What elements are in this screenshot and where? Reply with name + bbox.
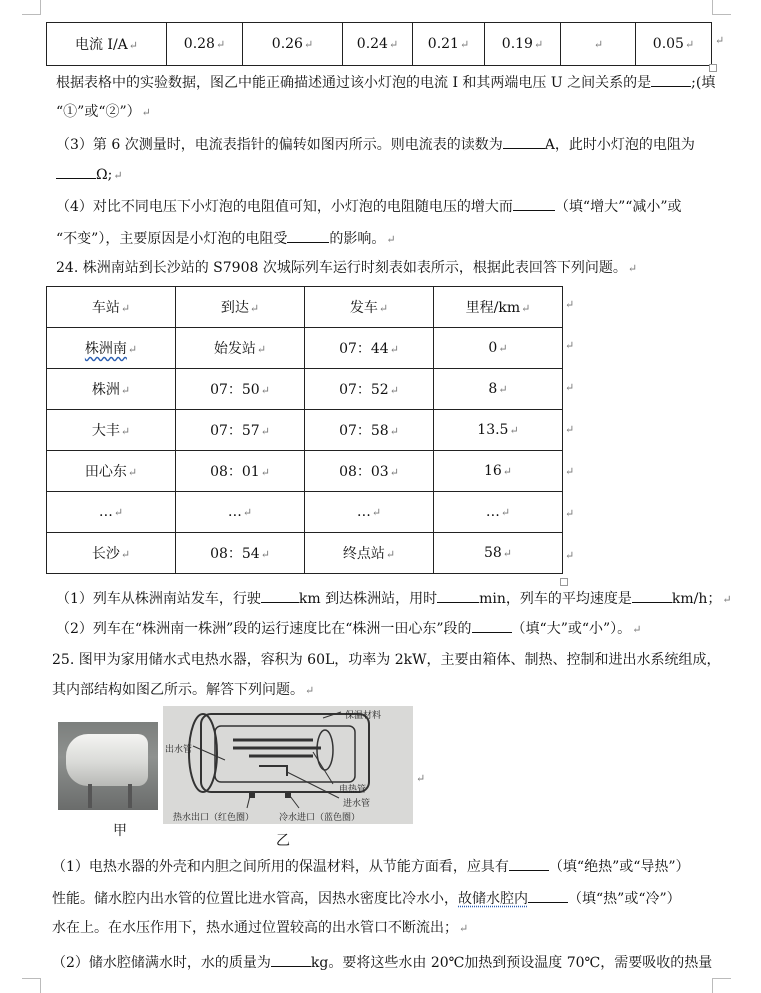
answer-blank[interactable] [56,164,96,179]
row-end-mark: ↵ [565,549,575,562]
q23-part4-line1: （4）对比不同电压下小灯泡的电阻值可知，小灯泡的电阻随电压的增大而 （填“增大”“减小”或 [56,196,682,217]
answer-blank[interactable] [632,588,672,603]
mileage-cell: 13.5↵ [434,410,563,451]
q23-part4-line2: “不变”），主要原因是小灯泡的电阻受 的影响。↵ [56,228,396,250]
table-row [47,369,563,410]
water-heater-structure-diagram [163,706,413,824]
current-cell: 0.26↵ [243,23,343,66]
current-cell: 0.21↵ [413,23,485,66]
arrive-cell: …↵ [176,492,305,533]
arrive-cell: 08：01↵ [176,451,305,492]
mileage-cell: 16↵ [434,451,563,492]
row-end-mark: ↵ [565,465,575,478]
current-cell: 0.24↵ [343,23,413,66]
depart-cell: 07：52↵ [305,369,434,410]
q23-line2: “①”或“②”）↵ [56,104,151,120]
current-cell: 0.05↵ [636,23,712,66]
row-end-mark: ↵ [565,339,575,352]
answer-blank[interactable] [261,588,299,603]
table-row [47,328,563,369]
depart-cell: 08：03↵ [305,451,434,492]
mileage-cell: 0↵ [434,328,563,369]
answer-blank[interactable] [271,952,311,967]
arrive-cell: 07：50↵ [176,369,305,410]
q23-part3-line1: （3）第 6 次测量时，电流表指针的偏转如图丙所示。则电流表的读数为 A，此时小灯泡的电阻为 [56,134,695,155]
answer-blank[interactable] [651,72,691,87]
q25-intro-line2: 其内部结构如图乙所示。解答下列问题。↵ [52,682,315,698]
station-cell: 长沙↵ [47,533,176,574]
label-insulation: 保温材料 [345,711,382,721]
crop-mark-bottom-left [22,978,41,993]
current-table [46,22,712,66]
crop-mark-top-right [712,0,731,15]
current-cell: 0.28↵ [167,23,243,66]
row-end-mark: ↵ [715,34,725,47]
current-header-cell: 电流 I/A↵ [47,23,167,66]
label-inlet-pipe: 进水管 [343,799,371,809]
q25-part1-line2: 性能。储水腔内出水管的位置比进水管高，因热水密度比冷水小，故储水腔内 （填“热”或“冷”） [52,888,681,909]
train-timetable [46,286,563,574]
depart-cell: 07：44↵ [305,328,434,369]
label-hot-outlet: 热水出口（红色圈） [173,813,255,823]
header-mileage: 里程/km↵ [434,287,563,328]
mileage-cell: 8↵ [434,369,563,410]
station-cell: 大丰↵ [47,410,176,451]
table-row [47,451,563,492]
heater-pipe-shape [88,784,92,808]
depart-cell: 终点站↵ [305,533,434,574]
depart-cell: 07：58↵ [305,410,434,451]
answer-blank[interactable] [509,856,549,871]
station-cell: 株洲↵ [47,369,176,410]
q25-part1-line1: （1）电热水器的外壳和内胆之间所用的保温材料，从节能方面看，应具有 （填“绝热”或“导热”） [52,856,690,877]
q24-part1: （1）列车从株洲南站发车，行驶 km 到达株洲站，用时 min，列车的平均速度是 km/h；↵ [56,588,732,610]
current-cell: 0.19↵ [485,23,561,66]
para-mark: ↵ [416,772,426,785]
heater-pipe-shape [128,784,132,808]
figure-yi-caption: 乙 [276,833,290,849]
table-row [47,492,563,533]
depart-cell: …↵ [305,492,434,533]
table-row [47,23,712,66]
arrive-cell: 08：54↵ [176,533,305,574]
label-cold-inlet: 冷水进口（蓝色圈） [279,813,361,823]
arrive-cell: 07：57↵ [176,410,305,451]
label-outlet-pipe: 出水管 [165,745,193,755]
structure-drawing [163,706,413,824]
station-cell: …↵ [47,492,176,533]
crop-mark-top-left [22,0,41,15]
figure-jia-caption: 甲 [113,823,127,839]
crop-mark-bottom-right [712,978,731,993]
q25-part1-line3: 水在上。在水压作用下，热水通过位置较高的出水管口不断流出；↵ [52,920,469,936]
arrive-cell: 始发站↵ [176,328,305,369]
q25-intro-line1: 25. 图甲为家用储水式电热水器，容积为 60L，功率为 2kW，主要由箱体、制热、控制和进出水系统组成， [52,652,721,668]
water-heater-photo [58,722,158,810]
row-end-mark: ↵ [565,298,575,311]
q23-line1: 根据表格中的实验数据，图乙中能正确描述通过该小灯泡的电流 I 和其两端电压 U 之间关系的是 ;(填 [56,72,715,93]
table-resize-handle[interactable] [560,578,568,586]
station-cell: 株洲南↵ [47,328,176,369]
answer-blank[interactable] [472,618,512,633]
row-end-mark: ↵ [565,381,575,394]
q24-intro: 24. 株洲南站到长沙站的 S7908 次城际列车运行时刻表如表所示，根据此表回答下列问题。↵ [56,260,638,276]
header-depart: 发车↵ [305,287,434,328]
answer-blank[interactable] [528,888,568,903]
row-end-mark: ↵ [565,423,575,436]
row-end-mark: ↵ [565,507,575,520]
q24-part2: （2）列车在“株洲南一株洲”段的运行速度比在“株洲一田心东”段的 （填“大”或“小”）。↵ [56,618,641,640]
water-heater-tank-shape [66,734,148,786]
station-cell: 田心东↵ [47,451,176,492]
mileage-cell: …↵ [434,492,563,533]
table-resize-handle[interactable] [709,64,717,72]
header-arrive: 到达↵ [176,287,305,328]
answer-blank[interactable] [513,196,555,211]
q23-part3-line2: Ω;↵ [56,164,123,186]
q25-part2-line1: （2）储水腔储满水时，水的质量为 kg。要将这些水由 20℃加热到预设温度 70℃，需要吸收的热量 [52,952,712,973]
label-heating-tube: 电热管 [339,785,367,795]
answer-blank[interactable] [287,228,329,243]
mileage-cell: 58↵ [434,533,563,574]
answer-blank[interactable] [437,588,479,603]
answer-blank[interactable] [503,134,545,149]
table-row [47,410,563,451]
header-station: 车站↵ [47,287,176,328]
current-cell-empty: ↵ [561,23,636,66]
table-row [47,533,563,574]
table-header-row [47,287,563,328]
